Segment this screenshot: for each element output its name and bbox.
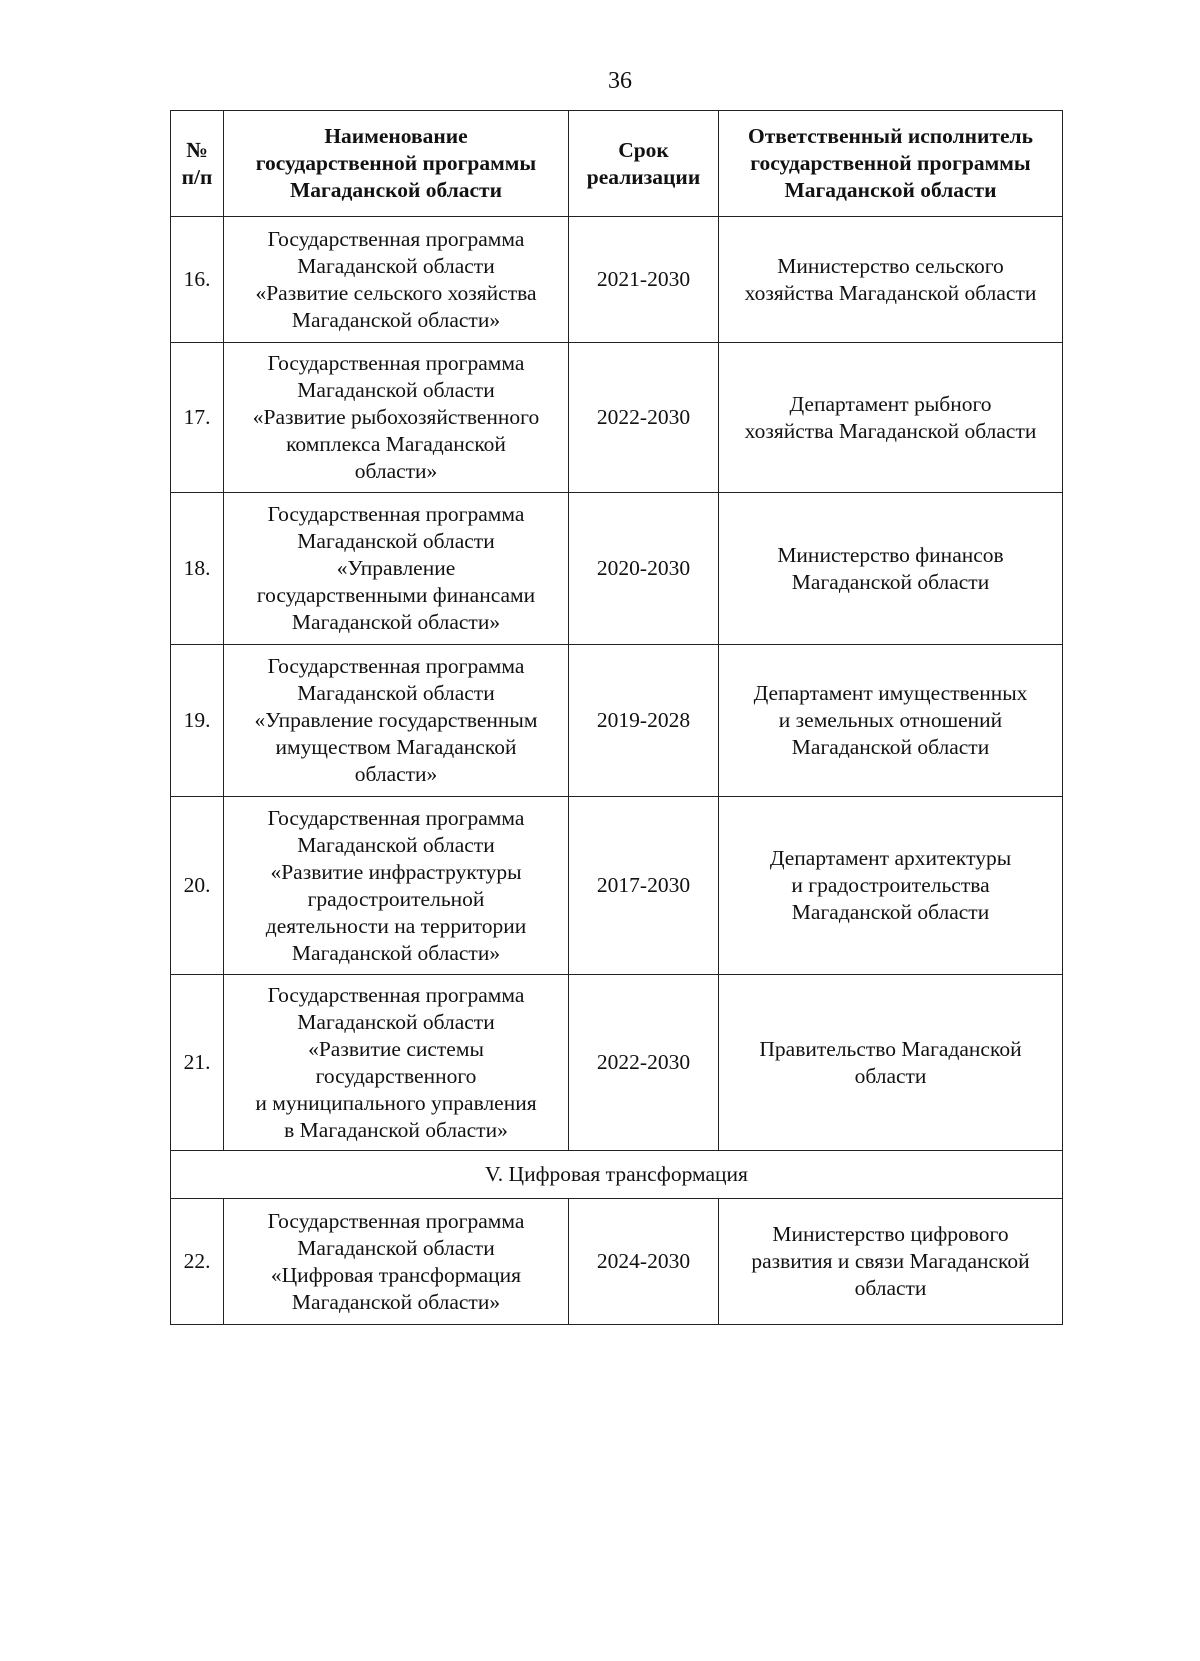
program-name: Государственная программа Магаданской области «Развитие инфраструктуры градостроительной деятельности на территории Магаданской области» <box>224 797 569 975</box>
program-term: 2017-2030 <box>569 797 719 975</box>
header-name: Наименование государственной программы Магаданской области <box>224 111 569 217</box>
header-term: Срок реализации <box>569 111 719 217</box>
header-num: № п/п <box>171 111 224 217</box>
program-term: 2021-2030 <box>569 217 719 343</box>
table-row <box>171 493 1063 645</box>
row-number: 19. <box>171 645 224 797</box>
programs-table <box>170 110 1063 1325</box>
program-executor: Министерство цифрового развития и связи Магаданской области <box>719 1199 1063 1325</box>
program-executor: Правительство Магаданской области <box>719 975 1063 1151</box>
table-row <box>171 975 1063 1151</box>
program-term: 2019-2028 <box>569 645 719 797</box>
program-name: Государственная программа Магаданской области «Управление государственными финансами Магаданской области» <box>224 493 569 645</box>
program-name: Государственная программа Магаданской области «Развитие системы государственного и муниципального управления в Магаданской области» <box>224 975 569 1151</box>
row-number: 22. <box>171 1199 224 1325</box>
section-row <box>171 1151 1063 1199</box>
row-number: 17. <box>171 343 224 493</box>
program-term: 2022-2030 <box>569 975 719 1151</box>
program-term: 2020-2030 <box>569 493 719 645</box>
program-name: Государственная программа Магаданской области «Развитие сельского хозяйства Магаданской области» <box>224 217 569 343</box>
page-number: 36 <box>608 68 632 94</box>
row-number: 16. <box>171 217 224 343</box>
header-executor: Ответственный исполнитель государственной программы Магаданской области <box>719 111 1063 217</box>
table-row <box>171 217 1063 343</box>
program-name: Государственная программа Магаданской области «Развитие рыбохозяйственного комплекса Магаданской области» <box>224 343 569 493</box>
program-executor: Министерство финансов Магаданской области <box>719 493 1063 645</box>
program-term: 2022-2030 <box>569 343 719 493</box>
row-number: 21. <box>171 975 224 1151</box>
program-name: Государственная программа Магаданской области «Управление государственным имуществом Магаданской области» <box>224 645 569 797</box>
table-row <box>171 1199 1063 1325</box>
program-executor: Министерство сельского хозяйства Магаданской области <box>719 217 1063 343</box>
program-name: Государственная программа Магаданской области «Цифровая трансформация Магаданской области» <box>224 1199 569 1325</box>
program-executor: Департамент рыбного хозяйства Магаданской области <box>719 343 1063 493</box>
program-term: 2024-2030 <box>569 1199 719 1325</box>
table-row <box>171 797 1063 975</box>
program-executor: Департамент архитектуры и градостроительства Магаданской области <box>719 797 1063 975</box>
table-row <box>171 645 1063 797</box>
table-body <box>171 217 1063 1325</box>
table-row <box>171 343 1063 493</box>
row-number: 20. <box>171 797 224 975</box>
row-number: 18. <box>171 493 224 645</box>
section-title: V. Цифровая трансформация <box>171 1151 1063 1199</box>
program-executor: Департамент имущественных и земельных отношений Магаданской области <box>719 645 1063 797</box>
table-header-row <box>171 111 1063 217</box>
